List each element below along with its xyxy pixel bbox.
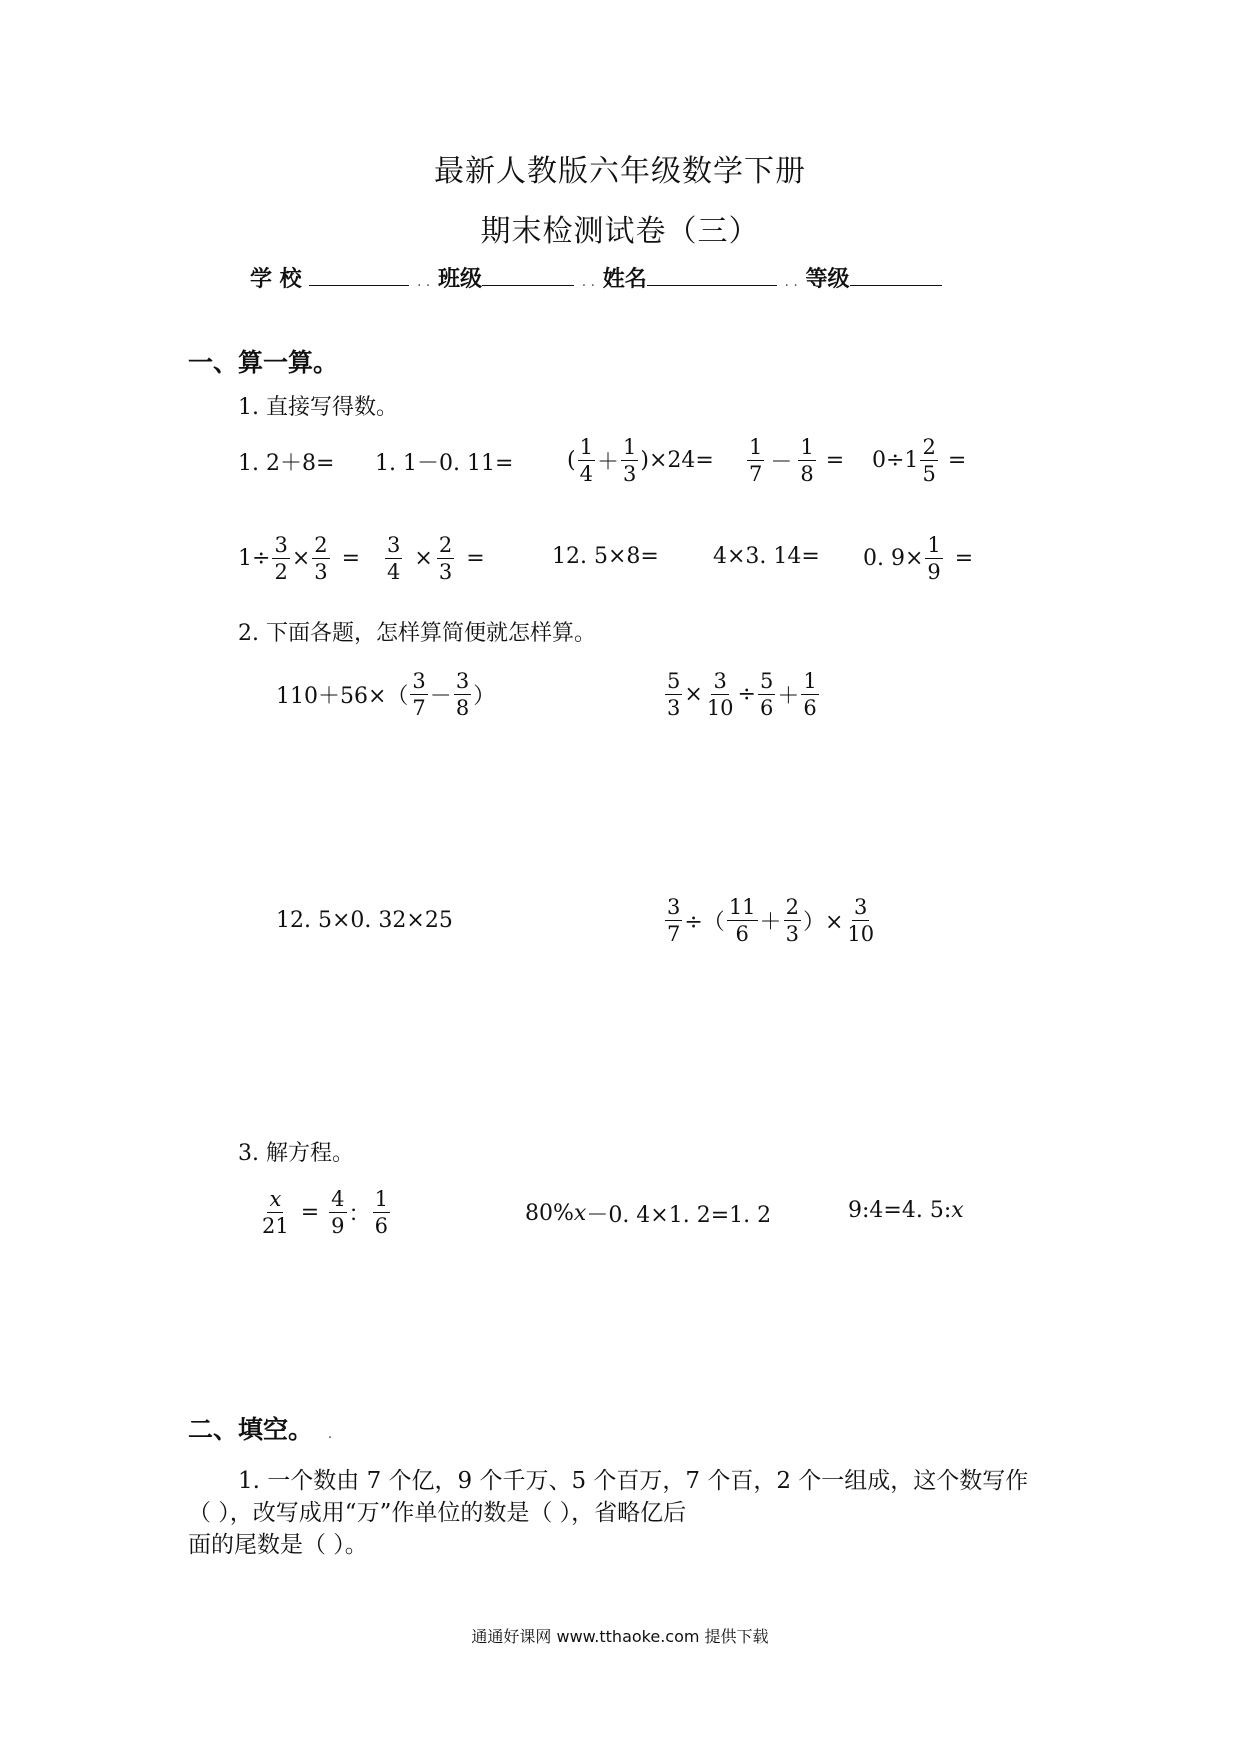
equals: =: [466, 546, 485, 572]
class-blank[interactable]: [482, 265, 574, 286]
fraction: $\frac{1}{7}$: [749, 435, 763, 487]
fraction: $\frac{4}{9}$: [331, 1187, 345, 1239]
q2-problem-4: [663, 896, 878, 945]
fraction: $\frac{1}{9}$: [927, 533, 941, 585]
equals: =: [341, 546, 361, 572]
operator: ＋: [759, 910, 782, 936]
variable: x: [573, 1201, 587, 1226]
operator: ÷（: [684, 910, 725, 936]
q3-label: 3. 解方程。: [238, 1141, 354, 1166]
q1-expr-5: [872, 436, 966, 485]
operator: －0. 4×1. 2=1. 2: [586, 1203, 772, 1228]
paren: ）: [473, 684, 496, 710]
fraction: $\frac{2}{5}$: [922, 435, 936, 487]
q1-expr-2: 1. 1－0. 11=: [375, 451, 514, 476]
section2-dot: .: [327, 1426, 333, 1442]
info-dots: . .: [581, 274, 596, 290]
section1-heading: 一、算一算。: [188, 348, 339, 377]
fraction: $\frac{1}{6}$: [374, 1187, 388, 1239]
operator: 80%: [525, 1201, 574, 1226]
grade-blank[interactable]: [850, 265, 942, 286]
class-label: 班级: [438, 267, 483, 292]
page-title: 最新人教版六年级数学下册: [434, 154, 806, 189]
q1-expr-9: 4×3. 14=: [713, 544, 820, 569]
fraction: $\frac{1}{4}$: [579, 435, 593, 487]
q1-expr-4: [745, 436, 844, 485]
fraction: $\frac{1}{8}$: [800, 435, 814, 487]
q1-expr-1: 1. 2＋8=: [238, 451, 335, 476]
fill-q1-line-2: （ ），改写成用“万”作单位的数是（ ），省略亿后: [188, 1500, 687, 1526]
operator: －: [429, 684, 452, 710]
q1-expr-10: [863, 534, 973, 583]
operator: )×24=: [640, 448, 714, 474]
q3-equation-3: [848, 1198, 964, 1223]
fraction: $\frac{5}{6}$: [759, 669, 774, 721]
q1-expr-6: [238, 534, 360, 583]
q2-label: 2. 下面各题，怎样算简便就怎样算。: [238, 621, 596, 646]
equals: =: [947, 448, 967, 474]
paren: (: [567, 448, 576, 474]
name-label: 姓名: [602, 267, 647, 292]
q1-label: 1. 直接写得数。: [238, 395, 398, 420]
operator: ＋: [777, 684, 800, 710]
grade-label: 等级: [805, 267, 850, 292]
name-blank[interactable]: [647, 265, 777, 286]
fraction: $\frac{3}{10}$: [706, 669, 734, 721]
fraction: $\frac{3}{10}$: [847, 895, 875, 947]
operator: 1÷: [238, 546, 271, 572]
info-dots: . .: [784, 274, 798, 290]
section2-heading: [188, 1410, 332, 1446]
operator: －: [770, 450, 793, 476]
info-dots: . .: [417, 274, 431, 290]
school-label: 学 校: [250, 267, 302, 292]
info-line: [250, 262, 942, 293]
operator: ）×: [802, 910, 844, 936]
q1-expr-3: [567, 436, 714, 485]
operator: ×: [414, 546, 433, 572]
operator: 9:4=4. 5:: [848, 1198, 952, 1223]
operator: ：: [348, 1202, 371, 1228]
page-subtitle: 期末检测试卷（三）: [480, 214, 760, 249]
fraction: $\frac{3}{7}$: [412, 669, 426, 721]
q1-expr-7: [383, 534, 485, 583]
equals: =: [954, 546, 974, 572]
operator: 110＋56×（: [276, 684, 409, 710]
operator: ×: [291, 546, 311, 572]
equals: =: [300, 1200, 320, 1226]
equals: =: [825, 448, 845, 474]
variable: x: [951, 1198, 964, 1223]
fraction: $\frac{11}{6}$: [728, 895, 756, 947]
operator: ÷: [737, 682, 756, 708]
operator: 0. 9×: [863, 546, 924, 572]
fraction: $\frac{3}{7}$: [667, 895, 681, 947]
fill-q1-line-3: 面的尾数是（ ）。: [188, 1532, 368, 1558]
fraction: $\frac{3}{8}$: [455, 669, 470, 721]
fraction: $\frac{3}{4}$: [387, 533, 401, 585]
q2-problem-2: [663, 670, 821, 719]
fraction: $\frac{1}{3}$: [622, 435, 637, 487]
operator: ×: [684, 682, 703, 708]
q2-problem-1: [276, 670, 495, 719]
fraction: $\frac{3}{2}$: [274, 533, 288, 585]
section2-heading-text: 二、填空。: [188, 1415, 314, 1444]
footer: 通通好课网 www.tthaoke.com 提供下载: [471, 1627, 769, 1646]
q3-equation-1: [258, 1188, 392, 1237]
school-blank[interactable]: [309, 265, 409, 286]
fraction: $\frac{x}{21}$: [262, 1187, 289, 1239]
fraction: $\frac{2}{3}$: [785, 895, 799, 947]
operator: ＋: [596, 450, 619, 476]
fraction: $\frac{1}{6}$: [803, 669, 817, 721]
fraction: $\frac{2}{3}$: [438, 533, 453, 585]
operator: 0÷1: [872, 448, 919, 474]
fraction: $\frac{5}{3}$: [667, 669, 681, 721]
fraction: $\frac{2}{3}$: [314, 533, 328, 585]
q3-equation-2: [525, 1198, 771, 1229]
q1-expr-8: 12. 5×8=: [552, 544, 659, 569]
fill-q1-line-1: 1. 一个数由 7 个亿，9 个千万、5 个百万，7 个百，2 个一组成，这个数写作: [238, 1468, 1029, 1494]
q2-problem-3: 12. 5×0. 32×25: [276, 908, 453, 933]
